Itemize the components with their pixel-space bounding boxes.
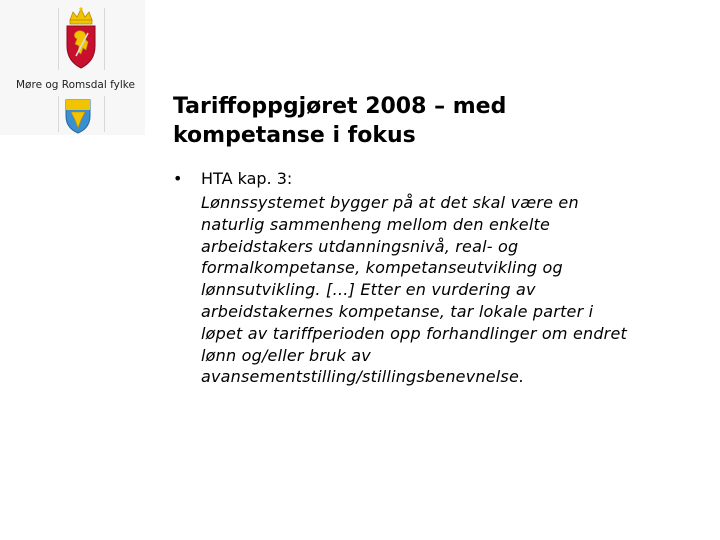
bullet-heading: HTA kap. 3:: [201, 169, 293, 188]
slide-title: [173, 92, 673, 150]
quote-text: [201, 192, 691, 388]
quote-line: løpet av tariffperioden opp forhandlinger om endret: [201, 323, 627, 343]
divider: [104, 96, 105, 132]
quote-line: arbeidstakers utdanningsnivå, real- og: [201, 236, 519, 256]
quote-line: arbeidstakernes kompetanse, tar lokale parter i: [201, 301, 594, 321]
organization-name: Møre og Romsdal fylke: [16, 79, 135, 91]
divider: [104, 8, 105, 70]
divider: [58, 96, 59, 132]
national-coat-of-arms-icon: [62, 6, 100, 70]
quote-line: Lønnssystemet bygger på at det skal være en: [201, 193, 579, 212]
quote-line: formalkompetanse, kompetanseutvikling og: [201, 258, 563, 278]
bullet-marker: •: [173, 169, 183, 188]
divider: [58, 8, 59, 70]
quote-line: avansementstilling/stillingsbenevnelse.: [201, 367, 525, 387]
logo-panel: [0, 0, 145, 135]
slide-title-line: Tariffoppgjøret 2008 – med: [173, 94, 507, 119]
quote-line: lønnsutvikling. […] Etter en vurdering av: [201, 280, 536, 300]
slide-title-line: kompetanse i fokus: [173, 123, 416, 148]
county-coat-of-arms-icon: [63, 98, 93, 134]
quote-line: naturlig sammenheng mellom den enkelte: [201, 214, 550, 234]
quote-line: lønn og/eller bruk av: [201, 345, 371, 365]
